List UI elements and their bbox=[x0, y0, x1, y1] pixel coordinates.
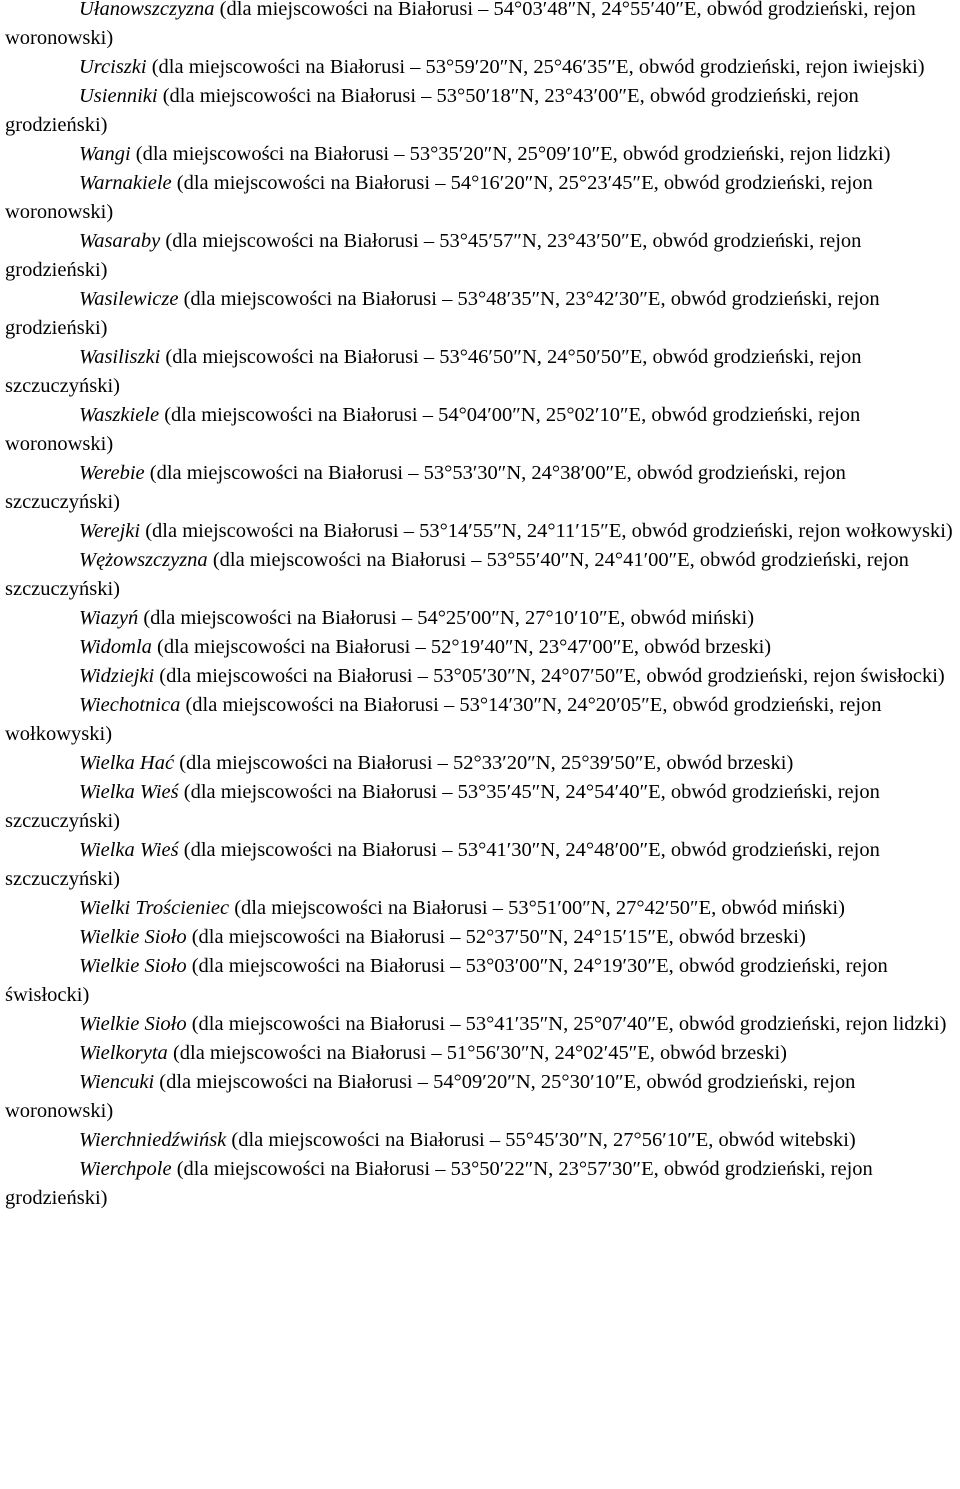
place-name: Werebie bbox=[79, 462, 145, 484]
place-description: (dla miejscowości na Białorusi – 53°45′57″N, 23°43′50″E, obwód grodzieński, rejon grodzieński) bbox=[5, 230, 862, 281]
place-name: Usienniki bbox=[79, 85, 158, 107]
place-name: Wierchniedźwińsk bbox=[79, 1129, 227, 1151]
place-description: (dla miejscowości na Białorusi – 53°05′30″N, 24°07′50″E, obwód grodzieński, rejon świsłocki) bbox=[154, 665, 945, 687]
place-description: (dla miejscowości na Białorusi – 53°14′55″N, 24°11′15″E, obwód grodzieński, rejon wołkowyski) bbox=[140, 520, 953, 542]
place-description: (dla miejscowości na Białorusi – 53°03′00″N, 24°19′30″E, obwód grodzieński, rejon świsłocki) bbox=[5, 955, 888, 1006]
place-entry bbox=[5, 53, 960, 82]
place-entry bbox=[5, 894, 960, 923]
place-description: (dla miejscowości na Białorusi – 53°41′35″N, 25°07′40″E, obwód grodzieński, rejon lidzki) bbox=[186, 1013, 947, 1035]
place-entry bbox=[5, 1010, 960, 1039]
place-name: Wierchpole bbox=[79, 1158, 172, 1180]
place-description: (dla miejscowości na Białorusi – 54°25′00″N, 27°10′10″E, obwód miński) bbox=[138, 607, 755, 629]
place-description: (dla miejscowości na Białorusi – 52°19′40″N, 23°47′00″E, obwód brzeski) bbox=[151, 636, 772, 658]
place-description: (dla miejscowości na Białorusi – 51°56′30″N, 24°02′45″E, obwód brzeski) bbox=[167, 1042, 788, 1064]
place-name: Wielka Hać bbox=[79, 752, 175, 774]
place-description: (dla miejscowości na Białorusi – 53°48′35″N, 23°42′30″E, obwód grodzieński, rejon grodzieński) bbox=[5, 288, 880, 339]
place-description: (dla miejscowości na Białorusi – 53°50′22″N, 23°57′30″E, obwód grodzieński, rejon grodzieński) bbox=[5, 1158, 873, 1209]
place-description: (dla miejscowości na Białorusi – 55°45′30″N, 27°56′10″E, obwód witebski) bbox=[226, 1129, 856, 1151]
place-name: Waszkiele bbox=[79, 404, 160, 426]
place-description: (dla miejscowości na Białorusi – 53°14′30″N, 24°20′05″E, obwód grodzieński, rejon wołkowyski) bbox=[5, 694, 882, 745]
place-name: Wielki Trościeniec bbox=[79, 897, 230, 919]
place-entry bbox=[5, 1155, 960, 1213]
place-name: Wasilewicze bbox=[79, 288, 179, 310]
place-entry bbox=[5, 227, 960, 285]
place-entry bbox=[5, 1039, 960, 1068]
place-name: Widziejki bbox=[79, 665, 155, 687]
place-description: (dla miejscowości na Białorusi – 53°53′30″N, 24°38′00″E, obwód grodzieński, rejon szczuczyński) bbox=[5, 462, 846, 513]
place-entry bbox=[5, 285, 960, 343]
place-name: Werejki bbox=[79, 520, 141, 542]
place-name: Urciszki bbox=[79, 56, 147, 78]
place-description: (dla miejscowości na Białorusi – 54°09′20″N, 25°30′10″E, obwód grodzieński, rejon woronowski) bbox=[5, 1071, 856, 1122]
place-description: (dla miejscowości na Białorusi – 52°37′50″N, 24°15′15″E, obwód brzeski) bbox=[186, 926, 806, 948]
document-body bbox=[5, 0, 960, 1213]
place-name: Wielkoryta bbox=[79, 1042, 168, 1064]
place-description: (dla miejscowości na Białorusi – 54°04′00″N, 25°02′10″E, obwód grodzieński, rejon woronowski) bbox=[5, 404, 861, 455]
place-entry bbox=[5, 343, 960, 401]
place-entry bbox=[5, 923, 960, 952]
place-entry bbox=[5, 1126, 960, 1155]
place-description: (dla miejscowości na Białorusi – 54°16′20″N, 25°23′45″E, obwód grodzieński, rejon woronowski) bbox=[5, 172, 873, 223]
place-name: Warnakiele bbox=[79, 172, 172, 194]
place-description: (dla miejscowości na Białorusi – 52°33′20″N, 25°39′50″E, obwód brzeski) bbox=[174, 752, 794, 774]
place-description: (dla miejscowości na Białorusi – 53°55′40″N, 24°41′00″E, obwód grodzieński, rejon szczuczyński) bbox=[5, 549, 909, 600]
place-description: (dla miejscowości na Białorusi – 53°59′20″N, 25°46′35″E, obwód grodzieński, rejon iwiejski) bbox=[146, 56, 925, 78]
place-entry bbox=[5, 82, 960, 140]
place-entry bbox=[5, 459, 960, 517]
place-name: Ułanowszczyzna bbox=[79, 0, 215, 20]
place-entry bbox=[5, 836, 960, 894]
place-entry bbox=[5, 662, 960, 691]
place-entry bbox=[5, 749, 960, 778]
place-entry bbox=[5, 633, 960, 662]
place-name: Widomla bbox=[79, 636, 152, 658]
place-entry bbox=[5, 1068, 960, 1126]
place-description: (dla miejscowości na Białorusi – 53°35′20″N, 25°09′10″E, obwód grodzieński, rejon lidzki) bbox=[130, 143, 891, 165]
place-name: Wielkie Sioło bbox=[79, 926, 187, 948]
place-name: Wiazyń bbox=[79, 607, 139, 629]
place-entry bbox=[5, 604, 960, 633]
place-entry bbox=[5, 778, 960, 836]
place-entry bbox=[5, 169, 960, 227]
place-description: (dla miejscowości na Białorusi – 54°03′48″N, 24°55′40″E, obwód grodzieński, rejon woronowski) bbox=[5, 0, 916, 49]
place-entry bbox=[5, 0, 960, 53]
place-name: Wielkie Sioło bbox=[79, 1013, 187, 1035]
place-name: Wiencuki bbox=[79, 1071, 155, 1093]
place-description: (dla miejscowości na Białorusi – 53°46′50″N, 24°50′50″E, obwód grodzieński, rejon szczuczyński) bbox=[5, 346, 862, 397]
place-entry bbox=[5, 517, 960, 546]
place-name: Wasaraby bbox=[79, 230, 161, 252]
place-entry bbox=[5, 546, 960, 604]
place-name: Wielka Wieś bbox=[79, 781, 179, 803]
place-description: (dla miejscowości na Białorusi – 53°51′00″N, 27°42′50″E, obwód miński) bbox=[229, 897, 845, 919]
place-name: Wiechotnica bbox=[79, 694, 181, 716]
place-name: Wangi bbox=[79, 143, 131, 165]
place-entry bbox=[5, 952, 960, 1010]
place-entry bbox=[5, 691, 960, 749]
place-description: (dla miejscowości na Białorusi – 53°35′45″N, 24°54′40″E, obwód grodzieński, rejon szczuczyński) bbox=[5, 781, 880, 832]
place-name: Wielka Wieś bbox=[79, 839, 179, 861]
place-entry bbox=[5, 401, 960, 459]
place-name: Wężowszczyzna bbox=[79, 549, 208, 571]
place-name: Wielkie Sioło bbox=[79, 955, 187, 977]
place-name: Wasiliszki bbox=[79, 346, 161, 368]
place-description: (dla miejscowości na Białorusi – 53°50′18″N, 23°43′00″E, obwód grodzieński, rejon grodzieński) bbox=[5, 85, 859, 136]
place-description: (dla miejscowości na Białorusi – 53°41′30″N, 24°48′00″E, obwód grodzieński, rejon szczuczyński) bbox=[5, 839, 880, 890]
place-entry bbox=[5, 140, 960, 169]
